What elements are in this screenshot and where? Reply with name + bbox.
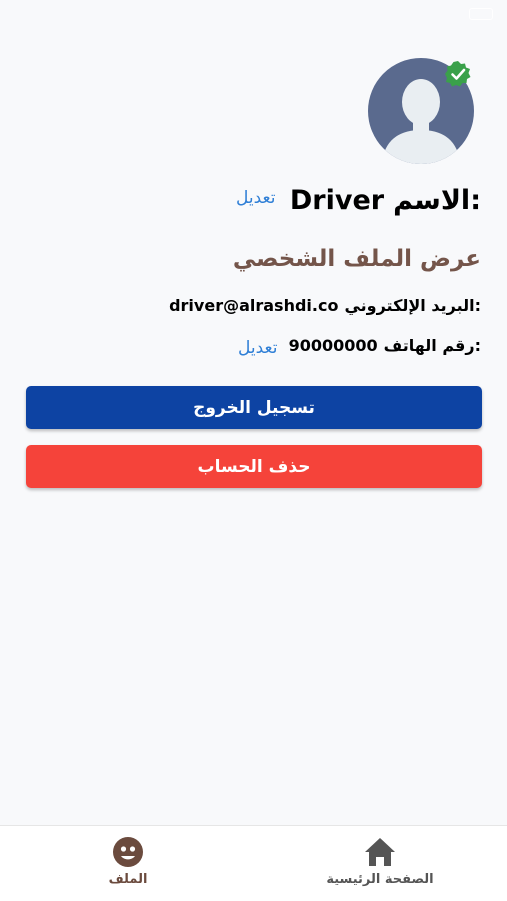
nav-label-profile: الملف <box>108 872 148 887</box>
logout-button[interactable]: تسجيل الخروج <box>26 386 482 429</box>
email-label: البريد الإلكتروني: <box>344 296 481 315</box>
profile-heading: عرض الملف الشخصي <box>232 246 481 272</box>
battery-icon <box>469 8 493 20</box>
phone-value: 90000000 <box>288 336 378 355</box>
name-value: Driver <box>289 184 385 216</box>
edit-name-link[interactable]: تعديل <box>236 188 276 208</box>
phone-label: رقم الهاتف: <box>383 336 481 355</box>
nav-item-profile[interactable] <box>88 836 168 887</box>
delete-account-button[interactable]: حذف الحساب <box>26 445 482 488</box>
nav-item-home[interactable] <box>315 836 445 887</box>
home-icon <box>363 836 397 868</box>
nav-label-home: الصفحة الرئيسية <box>326 872 434 887</box>
phone-row <box>289 336 481 355</box>
verified-badge-icon <box>444 60 472 88</box>
edit-phone-link[interactable]: تعديل <box>238 338 278 358</box>
profile-face-icon <box>112 836 144 868</box>
name-label: الاسم: <box>393 184 481 216</box>
bottom-nav <box>0 825 507 901</box>
status-bar <box>0 0 507 30</box>
name-row <box>290 180 481 220</box>
email-row <box>169 296 481 315</box>
avatar[interactable] <box>368 58 474 164</box>
email-value: driver@alrashdi.co <box>169 296 339 315</box>
